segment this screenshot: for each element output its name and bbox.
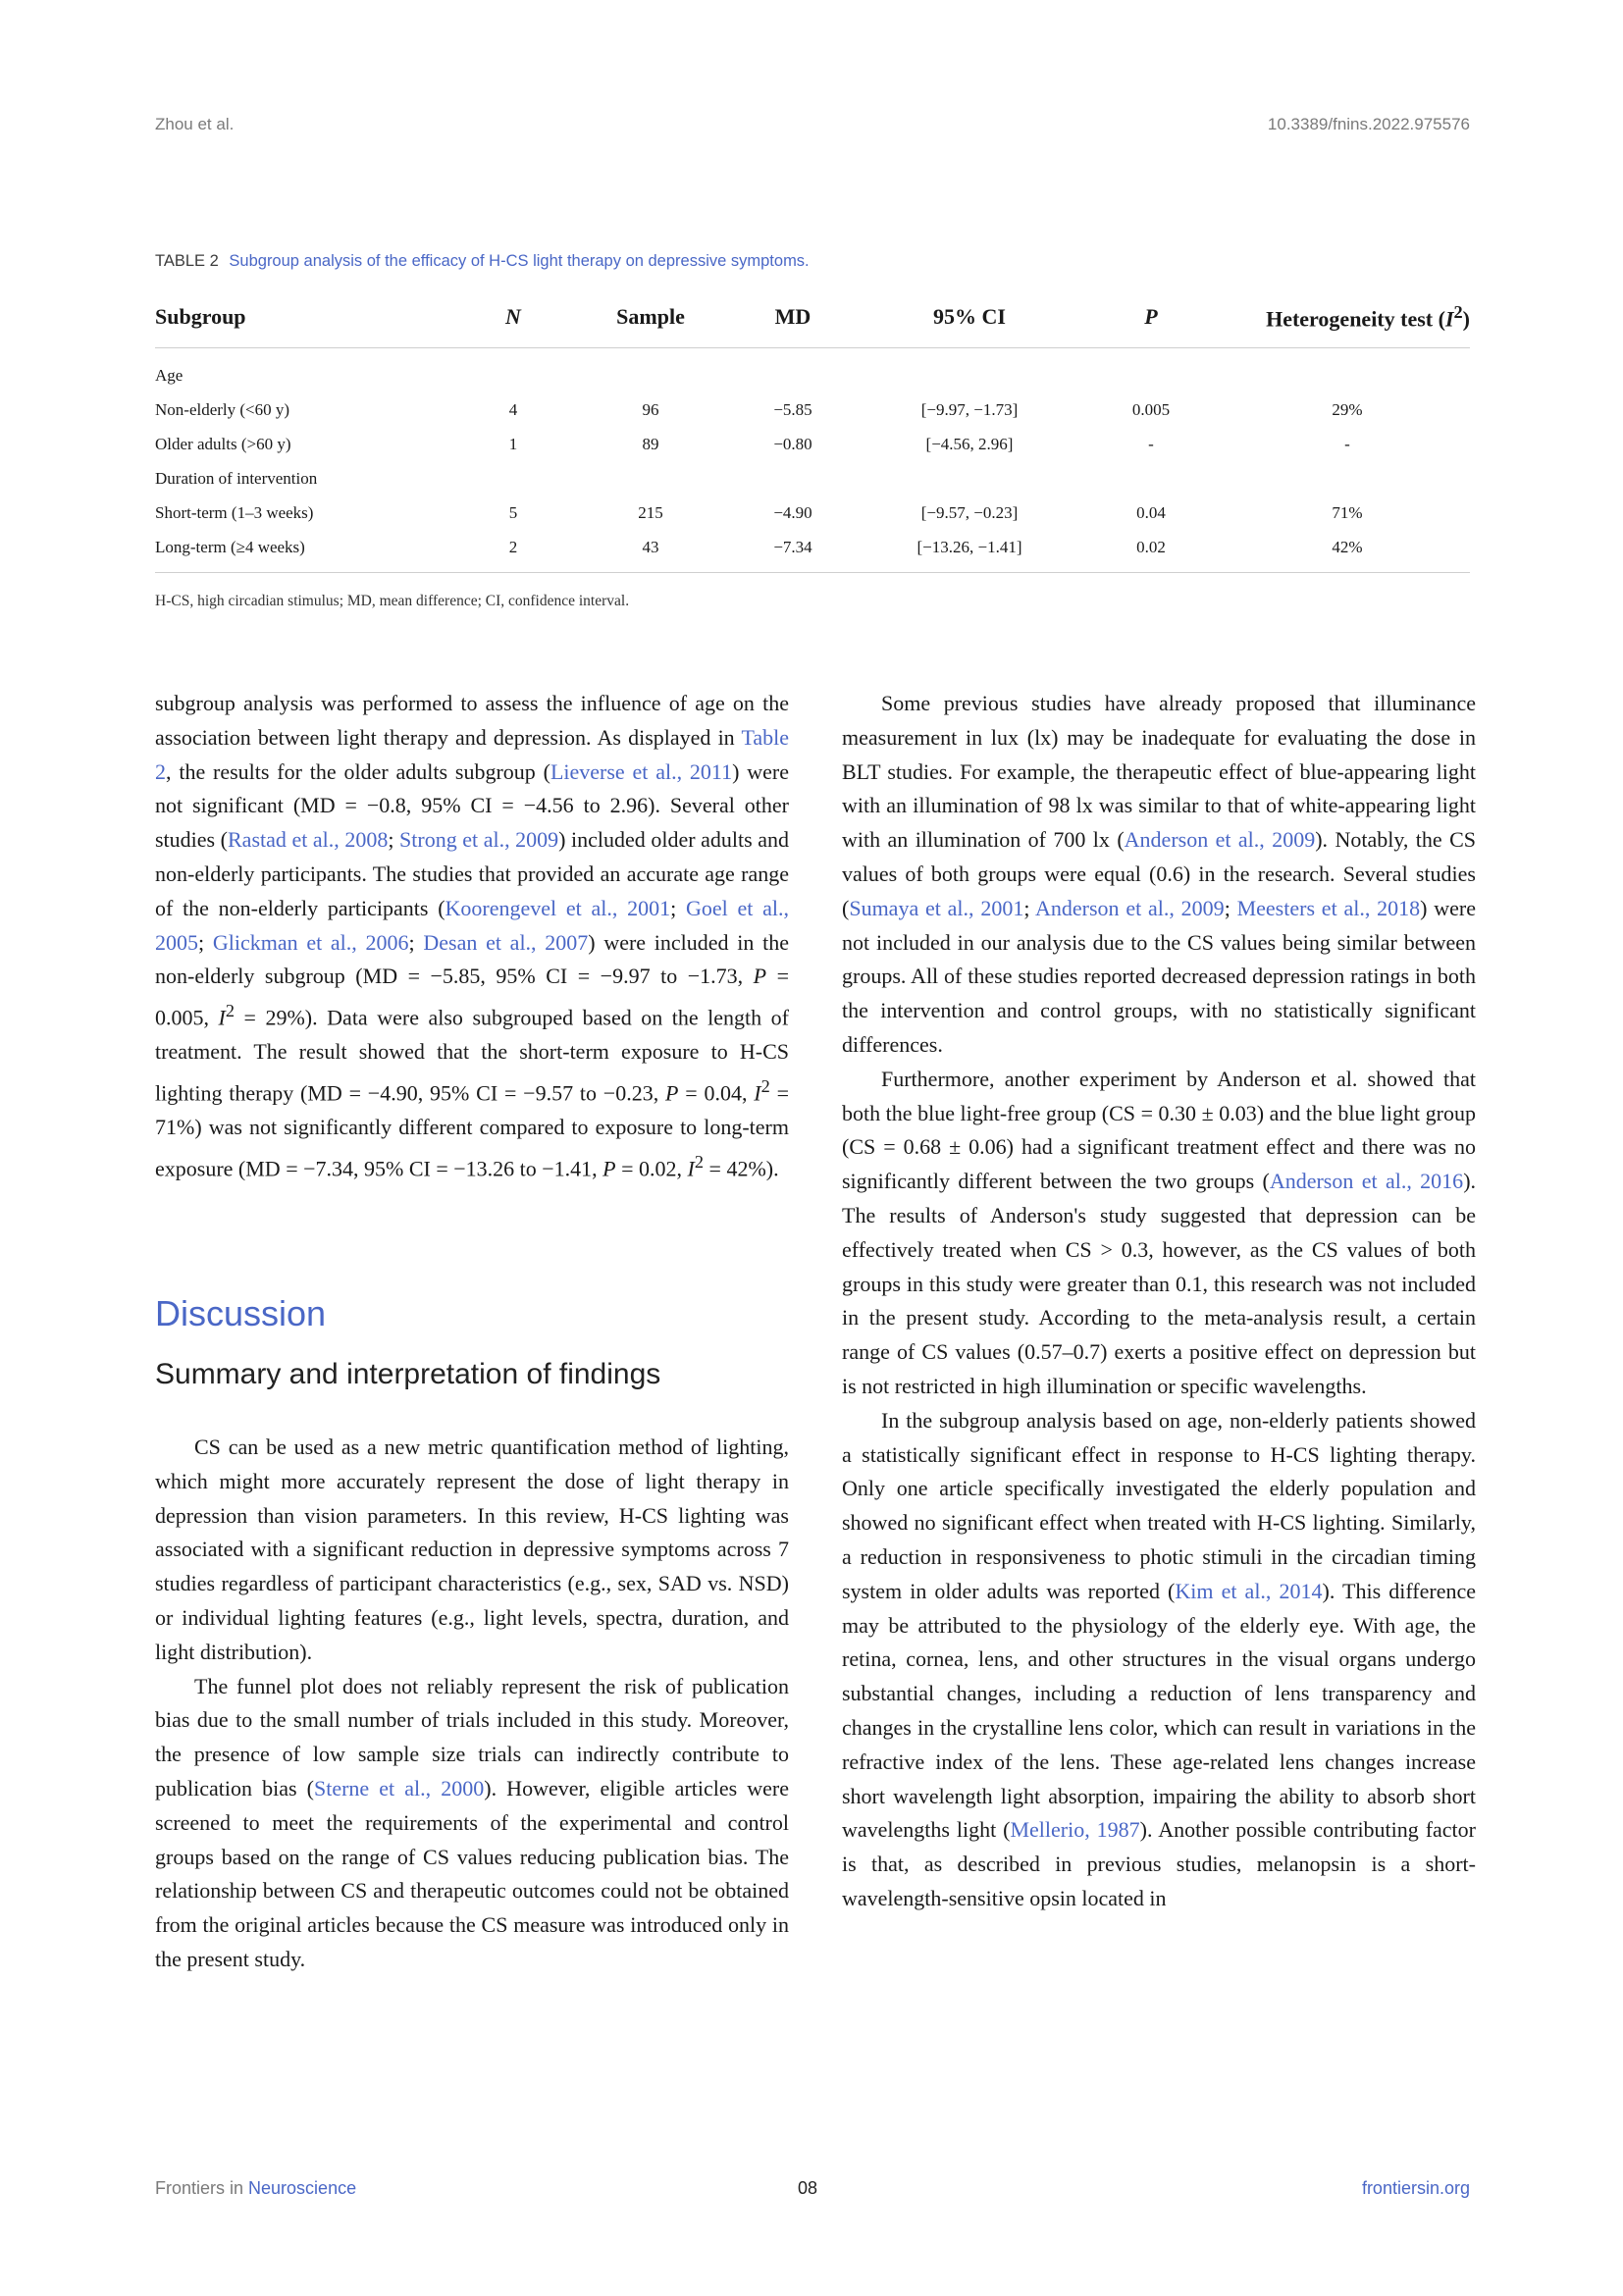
table-label: TABLE 2 [155, 252, 219, 270]
table-caption [155, 252, 1470, 271]
citation-link[interactable]: Lieverse et al., 2011 [550, 758, 733, 784]
citation-link[interactable]: Strong et al., 2009 [399, 827, 559, 853]
citation-link[interactable]: Anderson et al., 2009 [1035, 895, 1225, 920]
text-run: ; [1224, 895, 1237, 920]
cell-subgroup: Older adults (>60 y) [155, 434, 291, 453]
cell-md: −5.85 [773, 399, 812, 419]
header-ci: 95% CI [862, 287, 1077, 348]
page-number: 08 [798, 2178, 818, 2198]
text-run: CS can be used as a new metric quantification method of lighting, which might more accurately represent the dose of light therapy in depression than vision parameters. In this review, H-CS lighting was associated with a significant reduction in depressive symptoms across 7 studies regardless of participant characteristics (e.g., sex, SAD vs. NSD) or individual lighting features (e.g., light levels, spectra, duration, and light distribution). [155, 1435, 789, 1664]
table-row [155, 496, 1470, 530]
cell-het: 42% [1225, 530, 1470, 573]
cell-subgroup: Long-term (≥4 weeks) [155, 530, 449, 573]
text-run: Furthermore, another experiment by Anderson et al. showed that both the blue light-free group (CS = 0.30 ± 0.03) and the blue light group (CS = 0.68 ± 0.06) had a significant treatment effect and there was no significantly different between the two groups ( [842, 1066, 1476, 1194]
citation-link[interactable]: Goel et al., 2005 [155, 895, 789, 955]
citation-link[interactable]: Mellerio, 1987 [1010, 1817, 1140, 1843]
table-row [155, 530, 1470, 573]
cell-md: −0.80 [773, 434, 812, 453]
citation-link[interactable]: Meesters et al., 2018 [1236, 895, 1421, 920]
cell-ci: [−13.26, −1.41] [862, 530, 1077, 573]
citation-link[interactable]: Anderson et al., 2016 [1269, 1169, 1464, 1194]
italic-symbol: P [665, 1080, 679, 1106]
text-run: ) were not included in our analysis due to the CS values being similar between groups. All of these studies reported decreased depression ratings in both the intervention and control groups, with no statistically significant differences. [842, 895, 1476, 1057]
text-run: In the subgroup analysis based on age, non-elderly patients showed a statistically significant effect in response to H-CS lighting therapy. Only one article specifically investigated the elderly population and showed no significant effect when treated with H-CS lighting. Similarly, a reduction in responsiveness to photic stimuli in the circadian timing system in older adults was reported ( [842, 1407, 1476, 1603]
section-heading-discussion: Discussion [155, 1293, 327, 1333]
table-row [155, 427, 1470, 461]
text-run: = 0.02, [615, 1156, 688, 1181]
citation-link[interactable]: Koorengevel et al., 2001 [445, 895, 671, 920]
footer-journal-accent: Neuroscience [248, 2178, 357, 2198]
italic-symbol: I [687, 1156, 695, 1181]
text-run: , the results for the older adults subgroup ( [166, 758, 550, 784]
text-run: ) were included in the non-elderly subgroup (MD = −5.85, 95% CI = −9.97 to −1.73, [155, 929, 789, 989]
cell-n: 5 [508, 502, 518, 522]
paragraph [842, 1063, 1476, 1404]
cell-p: 0.04 [1136, 502, 1166, 522]
cell-p: - [1148, 434, 1154, 453]
left-column-discussion-text [155, 1431, 789, 1977]
text-run: ; [388, 827, 400, 853]
cell-subgroup: Non-elderly (<60 y) [155, 399, 290, 419]
cell-p: 0.005 [1131, 399, 1171, 419]
table-group-row [155, 348, 1470, 393]
cell-ci: [−9.57, −0.23] [920, 502, 1019, 522]
cell-het: 71% [1332, 502, 1363, 522]
header-sample: Sample [577, 287, 724, 348]
table-group-row [155, 461, 1470, 496]
subgroup-table [155, 287, 1470, 573]
text-run: The funnel plot does not reliably represent the risk of publication bias due to the small number of trials included in this study. Moreover, the presence of low sample size trials can indirectly contribute to publication bias ( [155, 1673, 789, 1800]
cell-md: −7.34 [724, 530, 862, 573]
text-run: = 71%) was not significantly different compared to exposure to long-term exposure (MD = −7.34, 95% CI = −13.26 to −1.41, [155, 1080, 789, 1181]
running-header-authors: Zhou et al. [155, 115, 235, 133]
citation-link[interactable]: Sterne et al., 2000 [313, 1775, 485, 1800]
table-row [155, 392, 1470, 427]
citation-link[interactable]: Table 2 [155, 724, 789, 784]
cell-sample: 96 [642, 399, 659, 419]
text-run: ; [198, 929, 213, 955]
italic-symbol: P [753, 964, 767, 989]
text-run: ). Notably, the CS values of both groups were equal (0.6) in the research. Several studies ( [842, 827, 1476, 920]
text-run: ; [408, 929, 424, 955]
cell-ci: [−9.97, −1.73] [920, 399, 1019, 419]
cell-n: 1 [508, 434, 518, 453]
footer-journal [155, 2178, 356, 2199]
cell-subgroup: Short-term (1–3 weeks) [155, 502, 314, 522]
text-run: subgroup analysis was performed to assess the influence of age on the association between light therapy and depression. As displayed in [155, 691, 789, 750]
citation-link[interactable]: Rastad et al., 2008 [228, 827, 389, 853]
table-footnote: H-CS, high circadian stimulus; MD, mean difference; CI, confidence interval. [155, 593, 630, 609]
cell-n: 2 [449, 530, 577, 573]
text-run: = 0.005, [155, 964, 789, 1030]
citation-link[interactable]: Anderson et al., 2009 [1124, 827, 1316, 853]
cell-het: 29% [1332, 399, 1363, 419]
header-subgroup: Subgroup [155, 287, 449, 348]
footer-site-link[interactable]: frontiersin.org [1361, 2178, 1470, 2198]
text-run: ; [670, 895, 686, 920]
cell-n: 4 [508, 399, 518, 419]
citation-link[interactable]: Glickman et al., 2006 [212, 929, 409, 955]
cell-md: −4.90 [773, 502, 812, 522]
cell-het: - [1344, 434, 1350, 453]
superscript: 2 [694, 1152, 705, 1173]
group-title: Age [155, 365, 183, 385]
superscript: 2 [760, 1076, 770, 1097]
text-run: ) were not significant (MD = −0.8, 95% CI = −4.56 to 2.96). Several other studies ( [155, 758, 789, 853]
subsection-heading-summary: Summary and interpretation of findings [155, 1358, 661, 1390]
text-run: Some previous studies have already proposed that illuminance measurement in lux (lx) may be inadequate for evaluating the dose in BLT studies. For example, the therapeutic effect of blue-appearing light with an illumination of 98 lx was similar to that of white-appearing light with an illumination of 700 lx ( [842, 691, 1476, 853]
paragraph [842, 687, 1476, 1063]
citation-link[interactable]: Sumaya et al., 2001 [849, 895, 1024, 920]
text-run: ). This difference may be attributed to the physiology of the elderly eye. With age, the retina, cornea, lens, and other structures in the visual organs undergo substantial changes, including a reduction of lens transparency and changes in the crystalline lens color, which can result in variations in the refractive index of the lens. These age-related lens changes increase short wavelength light absorption, impairing the ability to absorb short wavelengths light ( [842, 1578, 1477, 1843]
table-header-row [155, 287, 1470, 348]
citation-link[interactable]: Kim et al., 2014 [1175, 1578, 1323, 1603]
paragraph [155, 1670, 789, 1977]
table-caption-text: Subgroup analysis of the efficacy of H-CS light therapy on depressive symptoms. [229, 252, 810, 270]
right-column-text [842, 687, 1476, 1916]
text-run: ). However, eligible articles were screened to meet the requirements of the experimental and control groups based on the range of CS values reducing publication bias. The relationship between CS and therapeutic outcomes could not be obtained from the original articles because the CS measure was introduced only in the present study. [155, 1775, 789, 1971]
cell-sample: 43 [577, 530, 724, 573]
footer-journal-prefix: Frontiers in [155, 2178, 249, 2198]
cell-p: 0.02 [1077, 530, 1225, 573]
running-header-doi[interactable]: 10.3389/fnins.2022.975576 [1267, 115, 1470, 133]
text-run: ) included older adults and non-elderly participants. The studies that provided an accurate age range of the non-elderly participants ( [155, 827, 789, 920]
paragraph [155, 687, 789, 1186]
paragraph [155, 1431, 789, 1670]
header-p: P [1077, 287, 1225, 348]
citation-link[interactable]: Desan et al., 2007 [423, 929, 589, 955]
italic-symbol: I [218, 1005, 226, 1030]
text-run: = 0.04, [678, 1080, 755, 1106]
header-md: MD [724, 287, 862, 348]
text-run: = 29%). Data were also subgrouped based on the length of treatment. The result showed that the short-term exposure to H-CS lighting therapy (MD = −4.90, 95% CI = −9.57 to −0.23, [155, 1005, 789, 1106]
superscript: 2 [225, 1001, 236, 1021]
text-run: ). Another possible contributing factor is that, as described in previous studies, melanopsin is a short-wavelength-sensitive opsin located in [842, 1817, 1476, 1910]
group-title: Duration of intervention [155, 468, 318, 488]
left-column-text [155, 687, 789, 1186]
paragraph [842, 1404, 1476, 1916]
header-heterogeneity: Heterogeneity test $(I^2)$ [1225, 287, 1470, 348]
text-run: ; [1023, 895, 1036, 920]
header-n: N [449, 287, 577, 348]
text-run: = 42%). [704, 1156, 779, 1181]
text-run: ). The results of Anderson's study suggested that depression can be effectively treated when CS > 0.3, however, as the CS values of both groups in this study were greater than 0.1, this research was not included in the present study. According to the meta-analysis result, a certain range of CS values (0.57–0.7) exerts a positive effect on depression but is not restricted in high illumination or specific wavelengths. [842, 1169, 1477, 1398]
cell-sample: 215 [638, 502, 663, 522]
cell-ci: [−4.56, 2.96] [925, 434, 1014, 453]
cell-sample: 89 [642, 434, 659, 453]
italic-symbol: I [754, 1080, 761, 1106]
italic-symbol: P [602, 1156, 616, 1181]
